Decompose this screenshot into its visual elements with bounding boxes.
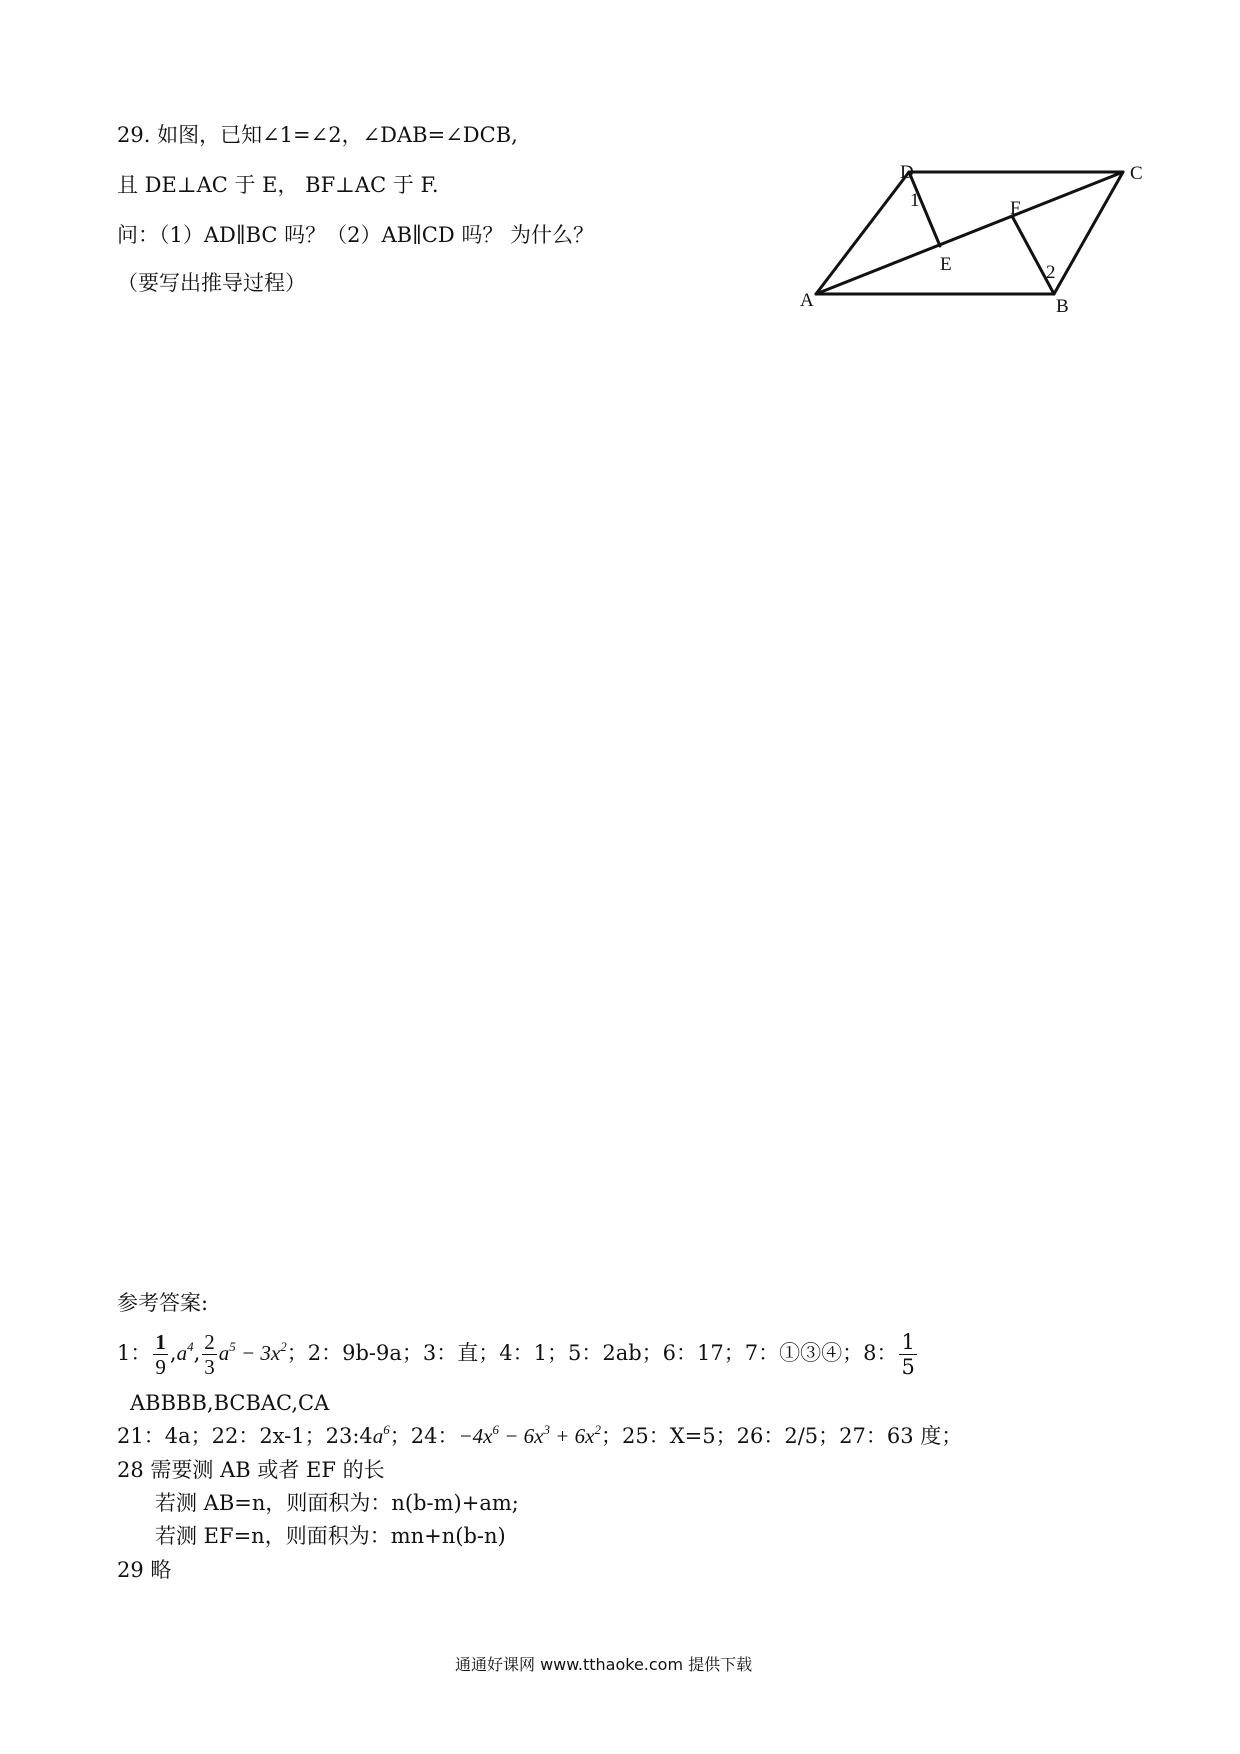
term-exponent: 3 xyxy=(543,1422,551,1437)
label-c: C xyxy=(1130,163,1143,184)
fraction-numerator: 1 xyxy=(155,1330,166,1354)
answers-heading: 参考答案: xyxy=(117,1291,209,1315)
term-body: − 3x xyxy=(235,1341,281,1365)
question-line-1: 29. 如图，已知∠1=∠2，∠DAB=∠DCB, xyxy=(117,123,518,147)
answer-row-7: 29 略 xyxy=(117,1558,172,1582)
term-a6 xyxy=(373,1424,390,1448)
label-a: A xyxy=(800,290,814,311)
label-e: E xyxy=(940,254,952,275)
term-a4 xyxy=(177,1341,194,1365)
term-exponent: 2 xyxy=(594,1422,602,1437)
separator: , xyxy=(193,1341,201,1365)
label-b: B xyxy=(1056,296,1069,317)
fraction-denominator: 3 xyxy=(204,1355,215,1379)
parallelogram-figure xyxy=(800,150,1180,320)
term-body: − 6x xyxy=(499,1424,544,1448)
row3-part1: 21：4a；22：2x-1；23:4 xyxy=(117,1424,373,1448)
term-body: −4x xyxy=(458,1424,493,1448)
term-a5 xyxy=(219,1341,236,1365)
row1-prefix: 1： xyxy=(117,1341,152,1365)
term-exponent: 6 xyxy=(492,1422,500,1437)
answer-row-4: 28 需要测 AB 或者 EF 的长 xyxy=(117,1458,385,1482)
row3-part3: ；25：X=5；26：2/5；27：63 度； xyxy=(601,1424,963,1448)
row3-part2: ；24： xyxy=(389,1424,459,1448)
term-body: + 6x xyxy=(550,1424,595,1448)
fraction-one-fifth xyxy=(899,1330,916,1379)
answer-row-5: 若测 AB=n，则面积为：n(b-m)+am; xyxy=(155,1491,519,1515)
question-line-3: 问：（1）AD∥BC 吗？（2）AB∥CD 吗？ 为什么？ xyxy=(117,223,595,247)
separator: , xyxy=(169,1341,177,1365)
question-line-4: （要写出推导过程） xyxy=(117,271,306,295)
term-6x3 xyxy=(499,1424,550,1448)
answer-row-3 xyxy=(117,1423,962,1449)
label-f: F xyxy=(1010,198,1021,219)
term-base: a xyxy=(176,1341,188,1365)
term-3x2 xyxy=(236,1341,287,1365)
answer-row-6: 若测 EF=n，则面积为：mn+n(b-n) xyxy=(155,1524,506,1548)
fraction-numerator: 2 xyxy=(204,1330,215,1354)
label-angle-2: 2 xyxy=(1046,262,1056,283)
label-angle-1: 1 xyxy=(910,190,920,211)
term-exponent: 5 xyxy=(229,1339,236,1354)
fraction-two-thirds xyxy=(202,1330,217,1379)
term-exponent: 4 xyxy=(187,1339,194,1354)
term-4x6 xyxy=(459,1424,500,1448)
fraction-numerator: 1 xyxy=(901,1330,915,1354)
row1-rest: ；2：9b-9a；3：直；4：1；5：2ab；6：17；7：①③④；8： xyxy=(286,1341,898,1365)
term-exponent: 2 xyxy=(280,1339,287,1354)
answer-row-1 xyxy=(117,1325,919,1381)
term-6x2 xyxy=(550,1424,601,1448)
term-base: a xyxy=(372,1424,384,1448)
term-base: a xyxy=(218,1341,230,1365)
fraction-one-ninth xyxy=(153,1330,168,1379)
segment-cb xyxy=(1054,172,1123,294)
question-line-2: 且 DE⊥AC 于 E， BF⊥AC 于 F. xyxy=(117,173,439,197)
label-d: D xyxy=(900,162,914,183)
fraction-denominator: 5 xyxy=(901,1355,915,1379)
term-exponent: 6 xyxy=(383,1422,390,1437)
answer-row-2: ABBBB,BCBAC,CA xyxy=(130,1391,330,1415)
fraction-denominator: 9 xyxy=(155,1355,166,1379)
page-footer: 通通好课网 www.tthaoke.com 提供下载 xyxy=(455,1655,753,1674)
